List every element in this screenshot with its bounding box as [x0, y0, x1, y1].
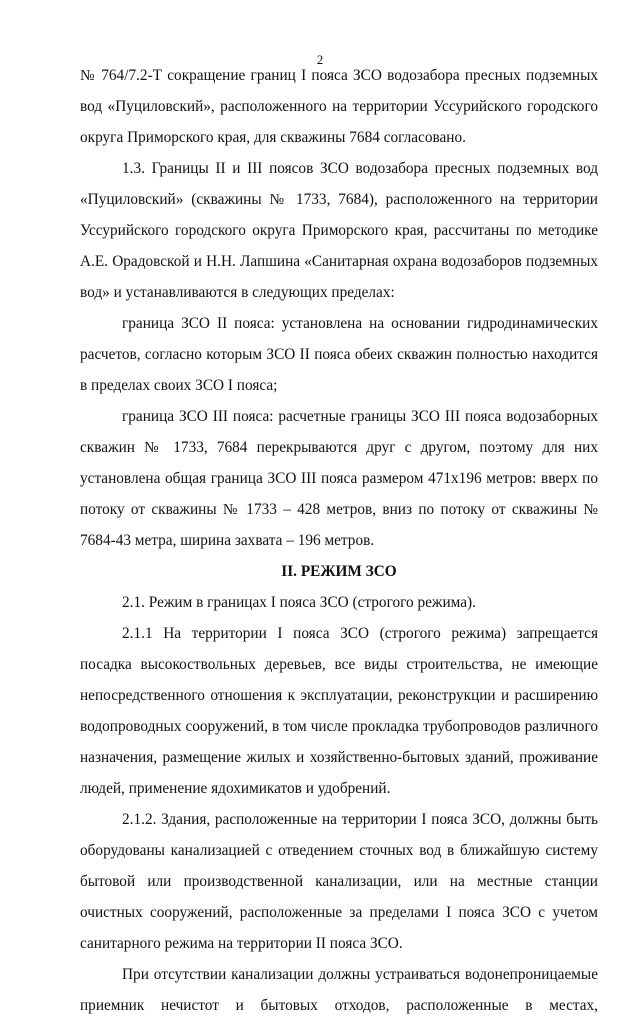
paragraph-2-1-1: 2.1.1 На территории I пояса ЗСО (строгого режима) запрещается посадка высокоствольных деревьев, все виды строительства, не имеющие непосредственного отношения к эксплуатации, реконструкции и расширению водопроводных сооружений, в том числе прокладка трубопроводов различного назначения, размещение жилых и хозяйственно-бытовых зданий, проживание людей, применение ядохимикатов и удобрений. — [80, 625, 598, 797]
paragraph-zone-3-boundary: граница ЗСО III пояса: расчетные границы ЗСО III пояса водозаборных скважин № 1733, 7684 перекрываются друг с другом, поэтому для них установлена общая граница ЗСО III пояса размером 471х196 метров: вверх по потоку от скважины № 1733 – 428 метров, вниз по потоку от скважины № 7684-43 метра, ширина захвата – 196 метров. — [80, 408, 598, 549]
section-heading: II. РЕЖИМ ЗСО — [281, 563, 397, 580]
paragraph-zone-2-boundary: граница ЗСО II пояса: установлена на основании гидродинамических расчетов, согласно которым ЗСО II пояса обеих скважин полностью находится в пределах своих ЗСО I пояса; — [80, 315, 598, 394]
paragraph-2-1-2: 2.1.2. Здания, расположенные на территории I пояса ЗСО, должны быть оборудованы канализацией с отведением сточных вод в ближайшую систему бытовой или производственной канализации, или на местные станции очистных сооружений, расположенные за пределами I пояса ЗСО с учетом санитарного режима на территории II пояса ЗСО. — [80, 811, 598, 952]
paragraph-2-1: 2.1. Режим в границах I пояса ЗСО (строгого режима). — [122, 594, 476, 611]
paragraph-sewage: При отсутствии канализации должны устраиваться водонепроницаемые приемник нечистот и бытовых отходов, расположенные в местах, — [80, 966, 598, 1014]
paragraph-1-3: 1.3. Границы II и III поясов ЗСО водозабора пресных подземных вод «Пуциловский» (скважины № 1733, 7684), расположенного на территории Уссурийского городского округа Приморского края, рассчитаны по методике А.Е. Орадовской и Н.Н. Лапшина «Санитарная охрана водозаборов подземных вод» и устанавливаются в следующих пределах: — [80, 160, 598, 301]
document-body — [80, 60, 598, 1021]
page-number: 2 — [316, 52, 324, 67]
paragraph-continuation: № 764/7.2-Т сокращение границ I пояса ЗСО водозабора пресных подземных вод «Пуциловский», расположенного на территории Уссурийского городского округа Приморского края, для скважины 7684 согласовано. — [80, 67, 598, 146]
